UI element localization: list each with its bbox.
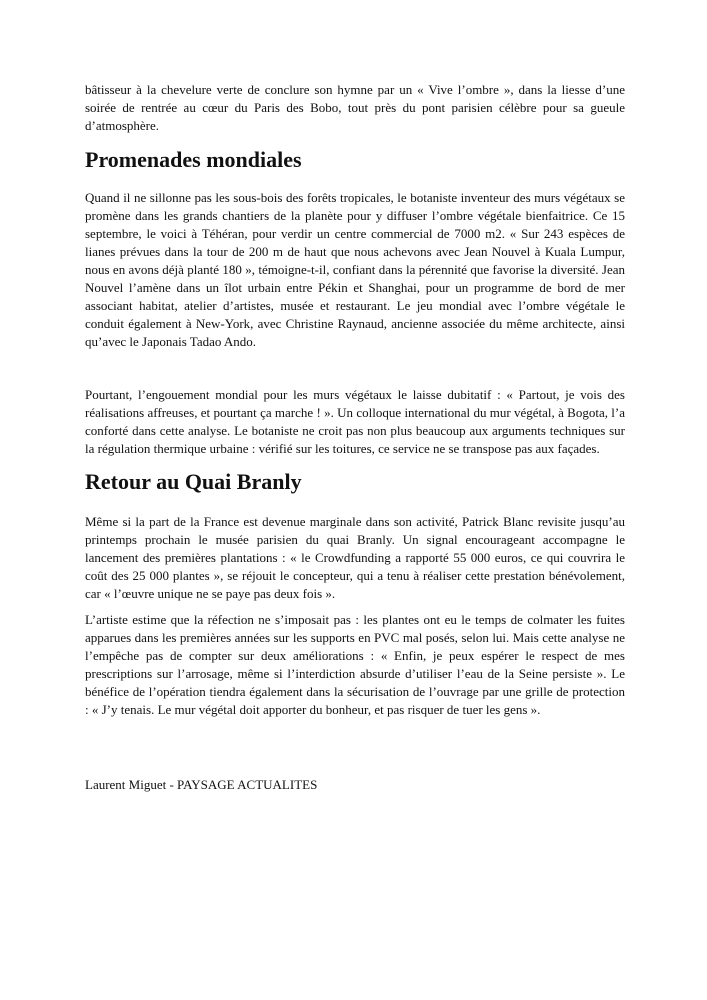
intro-paragraph: bâtisseur à la chevelure verte de conclure son hymne par un « Vive l’ombre », dans la liesse d’une soirée de rentrée au cœur du Paris des Bobo, tout près du pont parisien célèbre pour sa gueule d’atmosphère.: [85, 82, 625, 133]
paragraph: L’artiste estime que la réfection ne s’imposait pas : les plantes ont eu le temps de colmater les fuites apparues dans les premières années sur les supports en PVC mal posés, selon lui. Mais cette analyse ne l’empêche pas de compter sur deux améliorations : « Enfin, je peux espérer le respect de mes prescriptions sur l’arrosage, même si l’interdiction absurde d’utiliser l’eau de la Seine persiste ». Le bénéfice de l’opération tiendra également dans la sécurisation de l’ouvrage par une grille de protection : « J’y tenais. Le mur végétal doit apporter du bonheur, et pas risquer de tuer les gens ».: [85, 612, 625, 717]
intro-section: [85, 81, 625, 135]
author-signature: Laurent Miguet - PAYSAGE ACTUALITES: [85, 777, 318, 792]
section-heading-quai-branly: Retour au Quai Branly: [85, 469, 302, 494]
section-quai-branly-body-2: [85, 611, 625, 719]
section-promenades-body: [85, 189, 625, 351]
section-heading-promenades: Promenades mondiales: [85, 147, 302, 172]
section-quai-branly-body: [85, 513, 625, 603]
paragraph: Pourtant, l’engouement mondial pour les murs végétaux le laisse dubitatif : « Partout, je vois des réalisations affreuses, et pourtant ça marche ! ». Un colloque international du mur végétal, à Bogota, l’a conforté dans cette analyse. Le botaniste ne croit pas non plus beaucoup aux arguments techniques sur la régulation thermique urbaine : vérifié sur les toitures, ce service ne se transpose pas aux façades.: [85, 387, 625, 456]
paragraph: Quand il ne sillonne pas les sous-bois des forêts tropicales, le botaniste inventeur des murs végétaux se promène dans les grands chantiers de la planète pour y diffuser l’ombre végétale bienfaitrice. Ce 15 septembre, le voici à Téhéran, pour verdir un centre commercial de 7000 m2. « Sur 243 espèces de lianes prévues dans la tour de 200 m de haut que nous achevons avec Jean Nouvel à Kuala Lumpur, nous en avons déjà planté 180 », témoigne-t-il, confiant dans la pérennité que favorise la diversité. Jean Nouvel l’amène dans un îlot urbain entre Pékin et Shanghai, pour un programme de bord de mer associant habitat, atelier d’artistes, musée et restaurant. Le jeu mondial avec l’ombre végétale le conduit également à New-York, avec Christine Raynaud, ancienne associée du même architecte, ainsi qu’avec le Japonais Tadao Ando.: [85, 190, 625, 349]
paragraph: Même si la part de la France est devenue marginale dans son activité, Patrick Blanc revisite jusqu’au printemps prochain le musée parisien du quai Branly. Un signal encourageant accompagne le lancement des premières plantations : « le Crowdfunding a rapporté 55 000 euros, ce qui couvrira le coût des 25 000 plantes », se réjouit le concepteur, qui a tenu à réaliser cette prestation bénévolement, car « l’œuvre unique ne se paye pas deux fois ».: [85, 514, 625, 601]
section-promenades-body-2: [85, 386, 625, 458]
